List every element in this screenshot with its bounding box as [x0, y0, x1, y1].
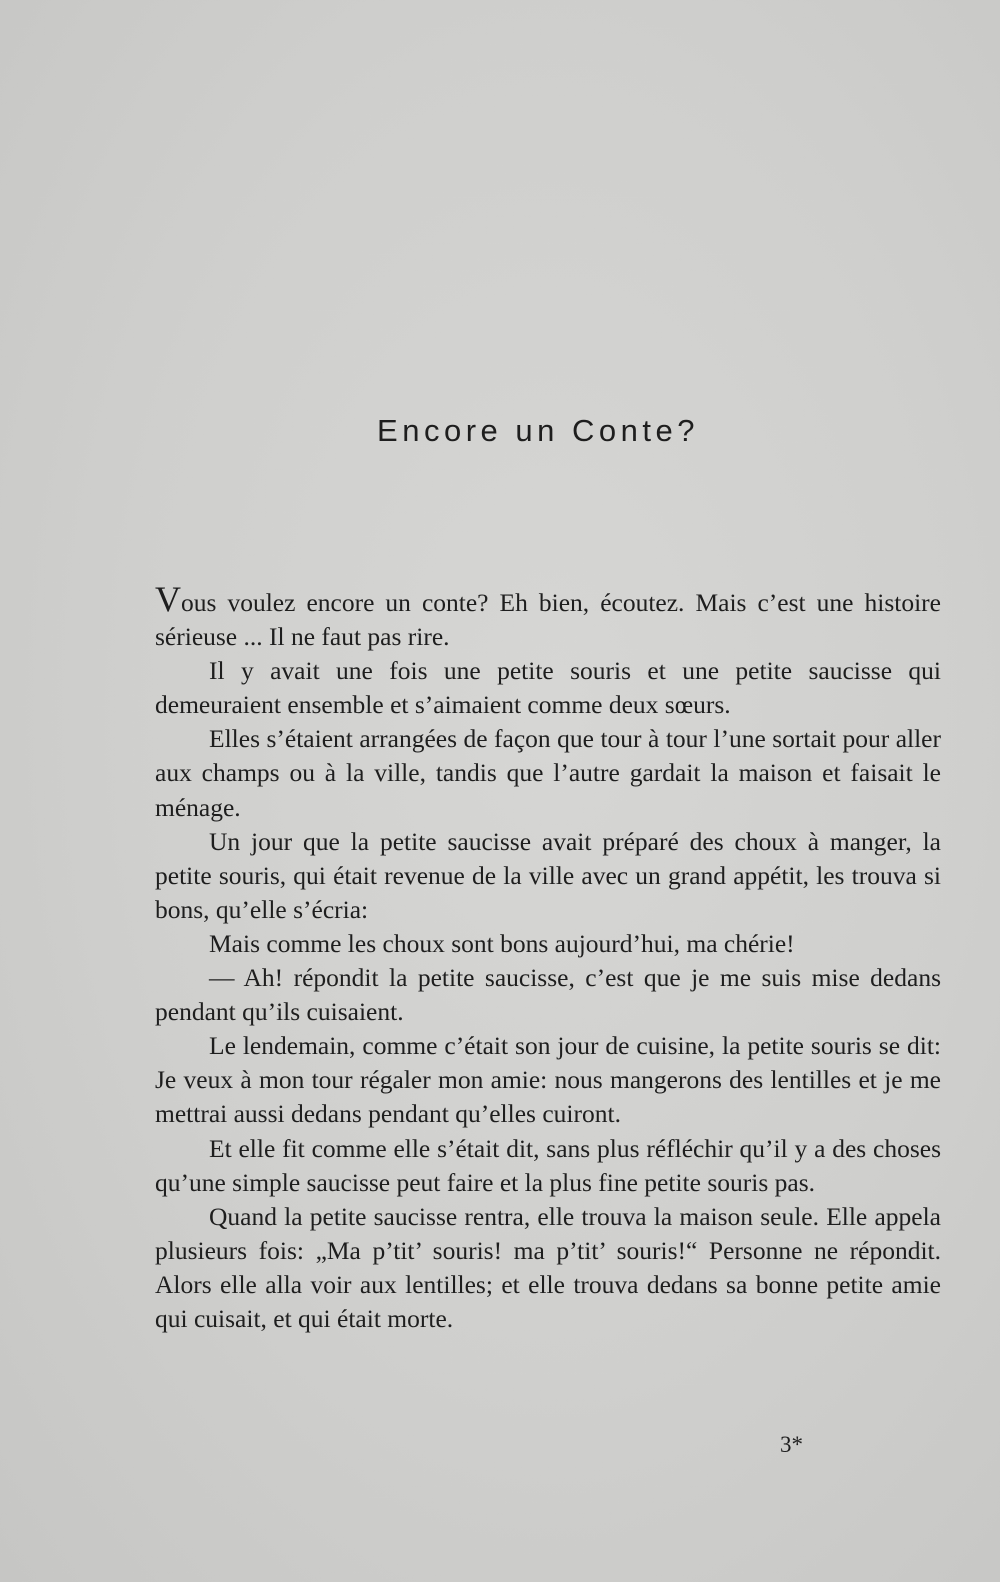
- paragraph-1: [155, 579, 941, 654]
- paragraph-text: ous voulez encore un conte? Eh bien, écoutez. Mais c’est une histoire sérieuse ... Il ne faut pas rire.: [155, 588, 941, 652]
- drop-cap: V: [155, 579, 181, 619]
- paragraph-7: Le lendemain, comme c’était son jour de cuisine, la petite souris se dit: Je veux à mon tour régaler mon amie: nous mangerons des lentilles et je me mettrai aussi dedans pendant qu’elles cuiront.: [155, 1031, 941, 1129]
- paragraph-3: Elles s’étaient arrangées de façon que tour à tour l’une sortait pour aller aux champs ou à la ville, tandis que l’autre gardait la maison et faisait le ménage.: [155, 724, 941, 822]
- paragraph-5: Mais comme les choux sont bons aujourd’hui, ma chérie!: [209, 928, 795, 958]
- paragraph-2: Il y avait une fois une petite souris et une petite saucisse qui demeuraient ensemble et s’aimaient comme deux sœurs.: [155, 656, 941, 720]
- paragraph-4: Un jour que la petite saucisse avait préparé des choux à manger, la petite souris, qui était revenue de la ville avec un grand appétit, les trouva si bons, qu’elle s’écria:: [155, 826, 941, 924]
- paragraph-9: Quand la petite saucisse rentra, elle trouva la maison seule. Elle appela plusieurs fois: „Ma p’tit’ souris! ma p’tit’ souris!“ Personne ne répondit. Alors elle alla voir aux lentilles; et elle trouva dedans sa bonne petite amie qui cuisait, et qui était morte.: [155, 1201, 941, 1333]
- paragraph-8: Et elle fit comme elle s’était dit, sans plus réfléchir qu’il y a des choses qu’une simple saucisse peut faire et la plus fine petite souris pas.: [155, 1133, 941, 1197]
- paragraph-6: — Ah! répondit la petite saucisse, c’est que je me suis mise dedans pendant qu’ils cuisaient.: [155, 963, 941, 1027]
- chapter-title: Encore un Conte?: [377, 412, 699, 448]
- body-text: [155, 579, 941, 1336]
- page-number: 3*: [780, 1432, 803, 1457]
